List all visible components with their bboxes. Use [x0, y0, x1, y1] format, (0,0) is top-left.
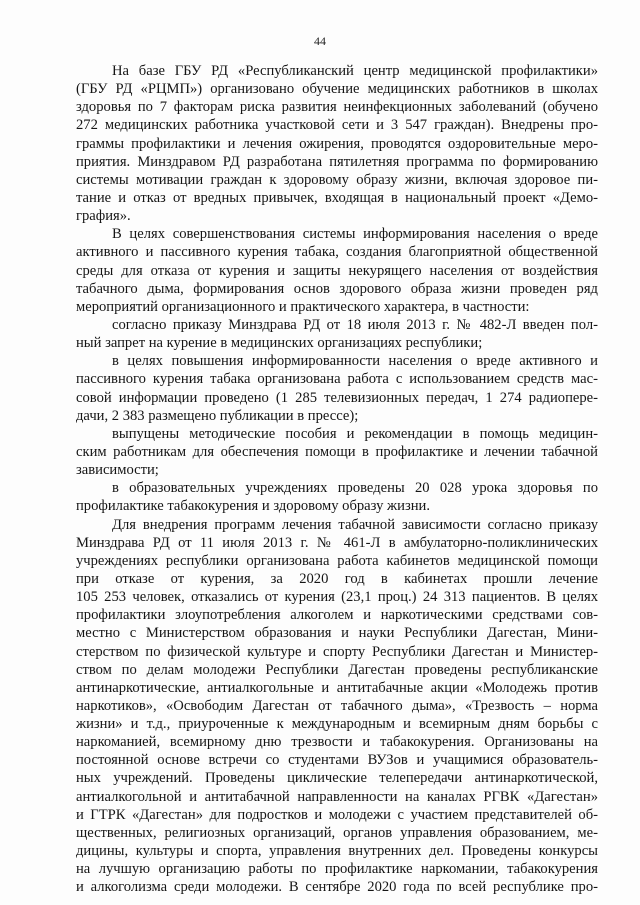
- text-line: граммы профилактики и лечения ожирения, проводятся оздоровительные меро-: [76, 135, 598, 152]
- text-line: В целях совершенствования системы информирования населения о вреде: [112, 226, 598, 243]
- text-line: ским работникам для обеспечения помощи в профилактике и лечении табачной: [76, 443, 598, 460]
- text-line: согласно приказу Минздрава РД от 18 июля 2013 г. № 482-Л введен пол-: [112, 316, 598, 333]
- text-line: жизни» и т.д., приуроченные к международным и всемирным дням борьбы с: [76, 716, 598, 733]
- text-line: (ГБУ РД «РЦМП») организовано обучение медицинских работников в школах: [76, 81, 598, 98]
- text-line: приятия. Минздравом РД разработана пятилетняя программа по формированию: [76, 153, 598, 170]
- text-line: среды для отказа от курения и защиты некурящего населения от воздействия: [76, 262, 598, 279]
- body-text: [76, 62, 598, 896]
- text-line: табачного дыма, формирования основ здорового образа жизни проведен ряд: [76, 280, 598, 297]
- text-line: наркотиков», «Освободим Дагестан от табачного дыма», «Трезвость – норма: [76, 697, 598, 714]
- text-line: при отказе от курения, за 2020 год в кабинетах прошли лечение: [76, 570, 598, 587]
- text-line: Минздрава РД от 11 июля 2013 г. № 461-Л в амбулаторно-поликлинических: [76, 534, 598, 551]
- text-line: стерством по физической культуре и спорту Республики Дагестан и Министер-: [76, 643, 598, 660]
- text-line: постоянной основе встречи со студентами ВУЗов и учащимися образователь-: [76, 752, 598, 769]
- text-line: зависимости;: [76, 462, 159, 479]
- text-line: профилактике табакокурения и здоровому образу жизни.: [76, 498, 430, 515]
- text-line: наркоманией, всемирному дню трезвости и табакокурения. Организованы на: [76, 734, 598, 751]
- text-line: в образовательных учреждениях проведены 20 028 урока здоровья по: [112, 480, 598, 497]
- text-line: пассивного курения табака организована работа с использованием средств мас-: [76, 371, 598, 388]
- page-number: 44: [314, 34, 326, 48]
- text-line: На базе ГБУ РД «Республиканский центр медицинской профилактики»: [112, 63, 598, 79]
- text-line: тание и отказ от вредных привычек, входящая в национальный проект «Демо-: [76, 189, 598, 206]
- text-line: системы мотивации граждан к здоровому образу жизни, включая здоровое пи-: [76, 171, 598, 188]
- text-line: профилактики злоупотребления алкоголем и наркотическими средствами сов-: [76, 607, 598, 624]
- text-line: ством по делам молодежи Республики Дагестан проведены республиканские: [76, 661, 598, 678]
- text-line: щественных, религиозных организаций, органов управления образованием, ме-: [76, 824, 598, 841]
- text-line: на лучшую организацию работы по профилактике наркомании, табакокурения: [76, 861, 598, 878]
- text-line: ных учреждений. Проведены циклические телепередачи антинаркотической,: [76, 770, 598, 787]
- text-line: совой информации проведено (1 285 телевизионных передач, 1 274 радиопере-: [76, 389, 598, 406]
- text-line: здоровья по 7 факторам риска развития неинфекционных заболеваний (обучено: [76, 99, 598, 116]
- text-line: и алкоголизма среди молодежи. В сентябре 2020 года по всей республике про-: [76, 879, 598, 896]
- text-line: местно с Министерством образования и науки Республики Дагестан, Мини-: [76, 625, 598, 642]
- text-line: графия».: [76, 208, 131, 225]
- text-line: учреждениях республики организована работа кабинетов медицинской помощи: [76, 552, 598, 569]
- text-line: дачи, 2 383 размещено публикации в прессе);: [76, 407, 359, 424]
- text-line: выпущены методические пособия и рекомендации в помощь медицин-: [112, 425, 598, 442]
- text-line: в целях повышения информированности населения о вреде активного и: [112, 353, 598, 370]
- text-line: антиалкогольной и антитабачной направленности на каналах РГВК «Дагестан»: [76, 788, 598, 805]
- text-line: ный запрет на курение в медицинских организациях республики;: [76, 335, 483, 352]
- text-line: дицины, культуры и спорта, управления внутренних дел. Проведены конкурсы: [76, 843, 598, 860]
- text-line: активного и пассивного курения табака, создания благоприятной общественной: [76, 244, 598, 261]
- text-line: мероприятий организационного и практического характера, в частности:: [76, 298, 530, 315]
- text-line: и ГТРК «Дагестан» для подростков и молодежи с участием представителей об-: [76, 806, 598, 823]
- text-line: 105 253 человек, отказались от курения (23,1 проц.) 24 313 пациентов. В целях: [76, 589, 598, 606]
- text-line: 272 медицинских работника участковой сети и 3 547 граждан). Внедрены про-: [76, 117, 598, 134]
- text-line: Для внедрения программ лечения табачной зависимости согласно приказу: [112, 516, 598, 533]
- text-line: антинаркотические, антиалкогольные и антитабачные акции «Молодежь против: [76, 679, 598, 696]
